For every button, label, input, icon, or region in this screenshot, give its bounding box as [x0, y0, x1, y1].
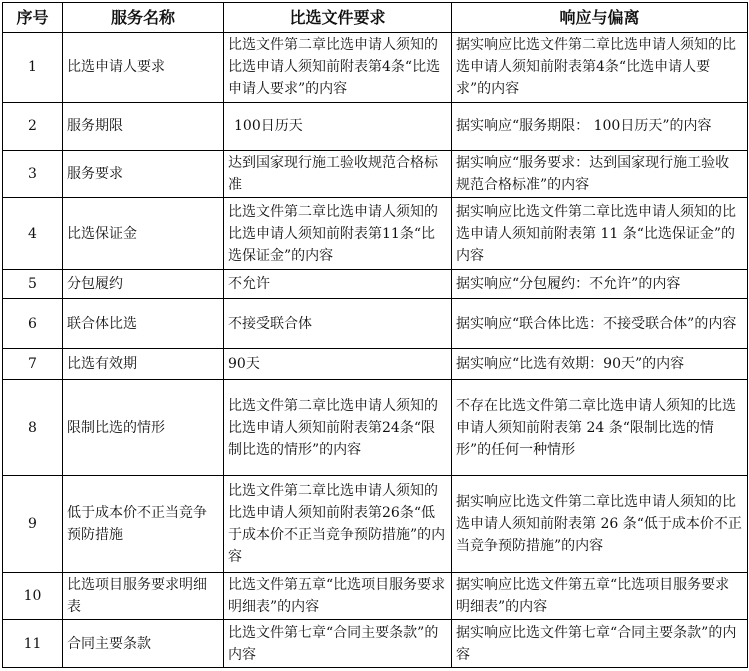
table-row — [3, 102, 748, 150]
table-row — [3, 198, 748, 270]
requirement-cell: 比选文件第二章比选申请人须知的比选申请人须知前附表第11条“比选保证金”的内容 — [224, 198, 452, 270]
row-number: 8 — [3, 379, 63, 475]
response-cell: 据实响应比选文件第七章“合同主要条款”的内容 — [452, 620, 748, 668]
requirement-cell: 100日历天 — [224, 102, 452, 150]
requirement-cell: 比选文件第二章比选申请人须知的比选申请人须知前附表第24条“限制比选的情形”的内容 — [224, 379, 452, 475]
response-cell: 据实响应比选文件第二章比选申请人须知的比选申请人须知前附表第4条“比选申请人要求”的内容 — [452, 33, 748, 103]
requirement-cell: 达到国家现行施工验收规范合格标准 — [224, 150, 452, 198]
service-name-cell: 比选申请人要求 — [63, 33, 224, 103]
header-row — [3, 3, 748, 33]
response-cell: 据实响应比选文件第二章比选申请人须知的比选申请人须知前附表第 26 条“低于成本价不正当竞争预防措施”的内容 — [452, 476, 748, 572]
requirement-cell: 不允许 — [224, 270, 452, 298]
table-row — [3, 379, 748, 475]
row-number: 9 — [3, 476, 63, 572]
header-response: 响应与偏离 — [452, 3, 748, 33]
response-table — [2, 2, 748, 668]
requirement-cell: 不接受联合体 — [224, 298, 452, 349]
service-name-cell: 比选保证金 — [63, 198, 224, 270]
table-row — [3, 270, 748, 298]
header-no: 序号 — [3, 3, 63, 33]
response-cell: 不存在比选文件第二章比选申请人须知的比选申请人须知前附表第 24 条“限制比选的情形”的任何一种情形 — [452, 379, 748, 475]
table-row — [3, 476, 748, 572]
requirement-cell: 90天 — [224, 349, 452, 379]
service-name-cell: 比选项目服务要求明细表 — [63, 572, 224, 620]
response-cell: 据实响应比选文件第五章“比选项目服务要求明细表”的内容 — [452, 572, 748, 620]
table-row — [3, 349, 748, 379]
service-name-cell: 低于成本价不正当竞争预防措施 — [63, 476, 224, 572]
header-service-name: 服务名称 — [63, 3, 224, 33]
row-number: 6 — [3, 298, 63, 349]
response-cell: 据实响应“联合体比选：不接受联合体”的内容 — [452, 298, 748, 349]
service-name-cell: 比选有效期 — [63, 349, 224, 379]
table-row — [3, 33, 748, 103]
table-row — [3, 150, 748, 198]
service-name-cell: 服务期限 — [63, 102, 224, 150]
row-number: 2 — [3, 102, 63, 150]
service-name-cell: 限制比选的情形 — [63, 379, 224, 475]
response-cell: 据实响应“比选有效期：90天”的内容 — [452, 349, 748, 379]
row-number: 7 — [3, 349, 63, 379]
service-name-cell: 联合体比选 — [63, 298, 224, 349]
requirement-cell: 比选文件第七章“合同主要条款”的内容 — [224, 620, 452, 668]
service-name-cell: 服务要求 — [63, 150, 224, 198]
response-cell: 据实响应“分包履约：不允许”的内容 — [452, 270, 748, 298]
row-number: 4 — [3, 198, 63, 270]
header-requirement: 比选文件要求 — [224, 3, 452, 33]
row-number: 5 — [3, 270, 63, 298]
row-number: 1 — [3, 33, 63, 103]
service-name-cell: 分包履约 — [63, 270, 224, 298]
row-number: 3 — [3, 150, 63, 198]
requirement-cell: 比选文件第五章“比选项目服务要求明细表”的内容 — [224, 572, 452, 620]
response-cell: 据实响应“服务要求：达到国家现行施工验收规范合格标准”的内容 — [452, 150, 748, 198]
requirement-cell: 比选文件第二章比选申请人须知的比选申请人须知前附表第26条“低于成本价不正当竞争预防措施”的内容 — [224, 476, 452, 572]
table-row — [3, 572, 748, 620]
row-number: 10 — [3, 572, 63, 620]
response-cell: 据实响应“服务期限： 100日历天”的内容 — [452, 102, 748, 150]
requirement-cell: 比选文件第二章比选申请人须知的比选申请人须知前附表第4条“比选申请人要求”的内容 — [224, 33, 452, 103]
table-row — [3, 620, 748, 668]
service-name-cell: 合同主要条款 — [63, 620, 224, 668]
response-cell: 据实响应比选文件第二章比选申请人须知的比选申请人须知前附表第 11 条“比选保证金”的内容 — [452, 198, 748, 270]
table-row — [3, 298, 748, 349]
row-number: 11 — [3, 620, 63, 668]
